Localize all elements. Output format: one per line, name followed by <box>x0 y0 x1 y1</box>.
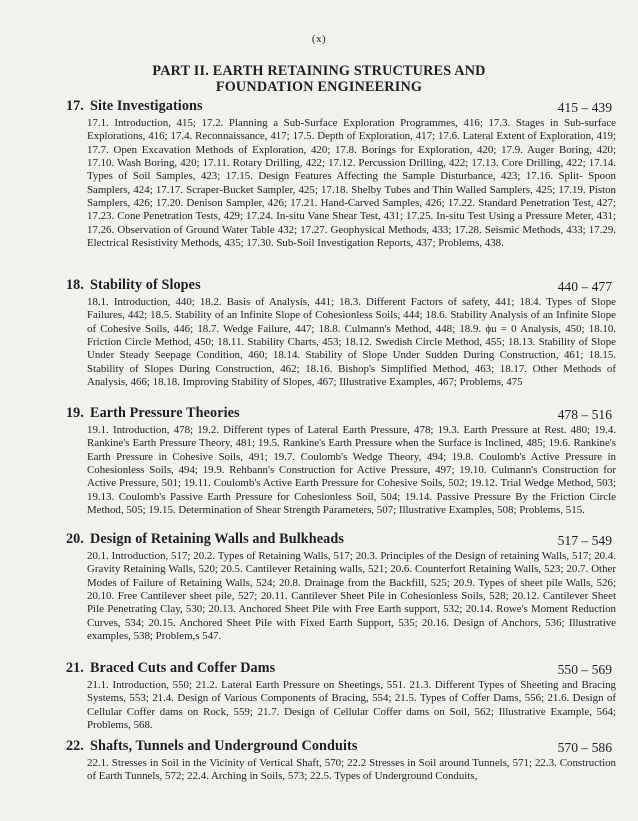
chapter-contents: 20.1. Introduction, 517; 20.2. Types of Retaining Walls, 517; 20.3. Principles of the Design of retaining Walls, 517; 20.4. Gravity Retaining Walls, 520; 20.5. Cantilever Retaining walls, 521; 20.6. Counterfort Retaining Walls, 523; 20.7. Other Modes of Failure of Retaining Walls, 524; 20.8. Drainage from the Backfill, 525; 20.9. Types of sheet pile Walls, 526; 20.10. Free Cantilever sheet pile, 527; 20.11. Cantilever Sheet Pile in Cohesionless Soils, 528; 20.12. Cantilever Sheet Pile Penetrating Clay, 530; 20.13. Anchored Sheet Pile with Free Earth support, 532; 20.14. Rowe's Moment Reduction Curves, 534; 20.15. Anchored Sheet Pile with Fixed Earth Support, 535; 20.16. Design of Anchors, 536; Illustrative examples, 538; Problem,s 547. <box>87 550 616 643</box>
chapter-number: 22. <box>66 738 84 754</box>
chapter-title: Stability of Slopes <box>90 277 201 293</box>
chapter-title: Earth Pressure Theories <box>90 405 240 421</box>
chapter-title: Site Investigations <box>90 98 203 114</box>
chapter-title: Design of Retaining Walls and Bulkheads <box>90 531 344 547</box>
chapter-page-range: 550 – 569 <box>557 662 612 677</box>
chapter-22 <box>60 738 620 784</box>
chapter-19 <box>60 405 620 517</box>
chapter-page-range: 570 – 586 <box>557 740 612 755</box>
chapter-number: 18. <box>66 277 84 293</box>
chapter-contents: 22.1. Stresses in Soil in the Vicinity of Vertical Shaft, 570; 22.2 Stresses in Soil around Tunnels, 571; 22.3. Construction of Earth Tunnels, 572; 22.4. Arching in Soils, 573; 22.5. Types of Underground Conduits, <box>87 757 616 783</box>
chapter-heading <box>60 660 620 679</box>
chapter-title: Shafts, Tunnels and Underground Conduits <box>90 738 358 754</box>
chapter-contents: 17.1. Introduction, 415; 17.2. Planning a Sub-Surface Exploration Programmes, 416; 17.3. Stages in Sub-surface Explorations, 416; 17.4. Reconnaissance, 417; 17.5. Depth of Exploration, 417; 17.6. Lateral Extent of Exploration, 419; 17.7. Open Excavation Methods of Exploration, 420; 17.8. Borings for Exploration, 420; 17.9. Auger Boring, 420; 17.10. Wash Boring, 420; 17.11. Rotary Drilling, 422; 17.12. Percussion Drilling, 422; 17.13. Core Drilling, 422; 17.14. Types of Soil Samples, 423; 17.15. Design Features Affecting the Sample Disturbance, 423; 17.16. Split- Spoon Samplers, 424; 17.17. Scraper-Bucket Sampler, 425; 17.18. Shelby Tubes and Thin Walled Samplers, 425; 17.19. Piston Samplers, 426; 17.20. Denison Sampler, 426; 17.21. Hand-Carved Samples, 426; 17.22. Standard Penetration Test, 427; 17.23. Cone Penetration Tests, 429; 17.24. In-situ Vane Shear Test, 431; 17.25. In-situ Test Using a Pressure Meter, 431; 17.26. Observation of Ground Water Table 432; 17.27. Geophysical Methods, 433; 17.28. Seismic Methods, 433; 17.29. Electrical Resistivity Methods, 435; 17.30. Sub-Soil Investigation Reports, 437; Problems, 438. <box>87 117 616 250</box>
chapter-page-range: 440 – 477 <box>557 279 612 294</box>
chapter-contents: 21.1. Introduction, 550; 21.2. Lateral Earth Pressure on Sheetings, 551. 21.3. Different Types of Sheeting and Bracing Systems, 553; 21.4. Design of Various Components of Bracing, 554; 21.5. Types of Coffer Dams, 556; 21.6. Design of Cellular Coffer dams on Rock, 559; 21.7. Design of Cellular Coffer dams on Soil, 562; Illustrative Example, 564; Problems, 568. <box>87 679 616 732</box>
chapter-page-range: 415 – 439 <box>557 100 612 115</box>
chapter-heading <box>60 277 620 296</box>
part-title-line-2: FOUNDATION ENGINEERING <box>215 79 423 95</box>
chapter-number: 20. <box>66 531 84 547</box>
page-number: (x) <box>311 33 327 45</box>
chapter-contents: 19.1. Introduction, 478; 19.2. Different types of Lateral Earth Pressure, 478; 19.3. Earth Pressure at Rest. 480; 19.4. Rankine's Earth Pressure Theory, 481; 19.5. Rankine's Earth Pressure when the Surface is Inclined, 485; 19.6. Rankine's Earth Pressure in Cohesive Soils, 491; 19.7. Coulomb's Wedge Theory, 494; 19.8. Coulomb's Active Pressure in Cohesionless Soils, 494; 19.9. Rehbann's Construction for Active Pressure, 497; 19.10. Culmann's Construction for Active Pressure, 501; 19.11. Coulomb's Active Earth Pressure for Cohesive Soils, 502; 19.12. Trial Wedge Method, 503; 19.13. Coulomb's Passive Earth Pressure for Cohesionless Soil, 504; 19.14. Passive Pressure By the Friction Circle Method, 505; 19.15. Determination of Shear Strength Parameters, 507; Illustrative Examples, 508; Problems, 515. <box>87 424 616 517</box>
chapter-page-range: 478 – 516 <box>557 407 612 422</box>
chapter-heading <box>60 738 620 757</box>
chapter-number: 17. <box>66 98 84 114</box>
chapter-contents: 18.1. Introduction, 440; 18.2. Basis of Analysis, 441; 18.3. Different Factors of safety, 441; 18.4. Types of Slope Failures, 442; 18.5. Stability of an Infinite Slope of Cohesionless Soils, 444; 18.6. Stability Analysis of an Infinite Slope of Cohesive Soils, 446; 18.7. Wedge Failure, 447; 18.8. Culmann's Method, 448; 18.9. ϕu = 0 Analysis, 450; 18.10. Friction Circle Method, 450; 18.11. Stability Charts, 453; 18.12. Swedish Circle Method, 455; 18.13. Stability of Slope Under Steady Seepage Condition, 460; 18.14. Stability of Slope Under Sudden During Construction, 461; 18.15. Stability of Slopes During Construction, 462; 18.16. Bishop's Simplified Method, 463; 18.17. Other Methods of Analysis, 466; 18.18. Improving Stability of Slopes, 467; Illustrative Examples, 467; Problems, 475 <box>87 296 616 389</box>
chapter-heading <box>60 531 620 550</box>
chapter-number: 21. <box>66 660 84 676</box>
chapter-21 <box>60 660 620 732</box>
chapter-18 <box>60 277 620 389</box>
chapter-heading <box>60 405 620 424</box>
chapter-number: 19. <box>66 405 84 421</box>
chapter-page-range: 517 – 549 <box>557 533 612 548</box>
chapter-17 <box>60 98 620 250</box>
chapter-heading <box>60 98 620 117</box>
part-title <box>0 63 638 95</box>
part-title-line-1: PART II. EARTH RETAINING STRUCTURES AND <box>152 63 486 79</box>
chapter-title: Braced Cuts and Coffer Dams <box>90 660 276 676</box>
chapter-20 <box>60 531 620 643</box>
